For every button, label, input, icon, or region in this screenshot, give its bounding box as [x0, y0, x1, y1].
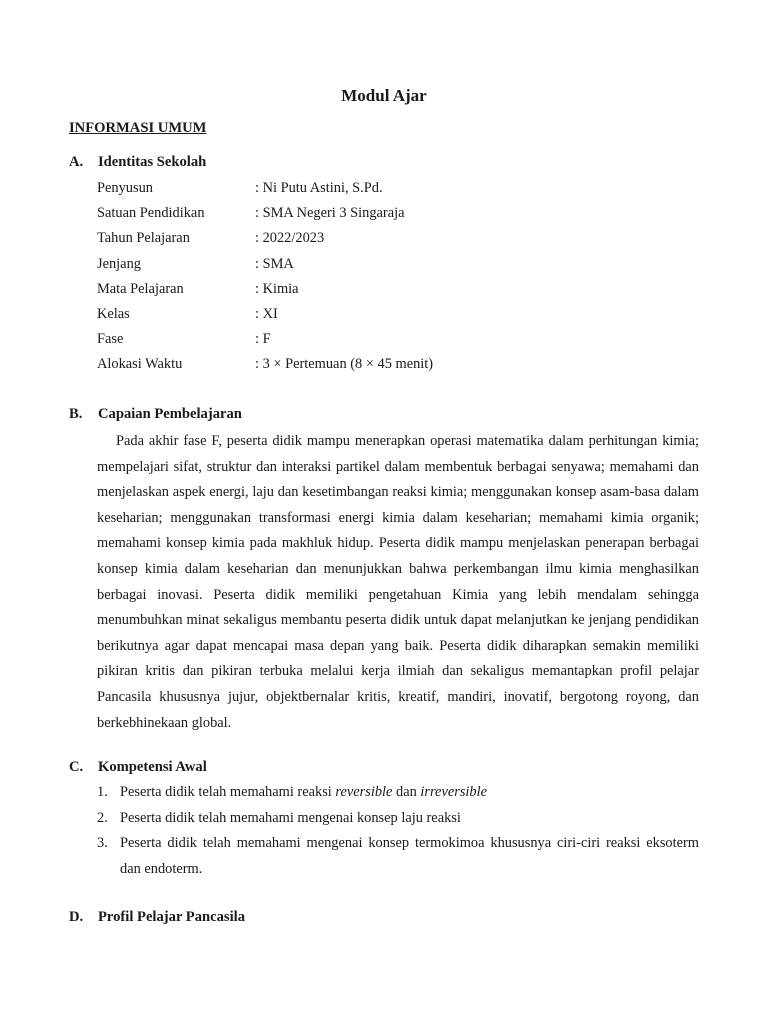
list-item [97, 831, 699, 882]
identity-value: : 2022/2023 [255, 230, 325, 247]
identity-row [97, 304, 433, 329]
section-d-title: Profil Pelajar Pancasila [98, 909, 245, 925]
section-c-letter: C. [69, 759, 84, 775]
identity-row [97, 178, 433, 203]
identity-label: Penyusun [97, 180, 153, 196]
identity-value: : SMA Negeri 3 Singaraja [255, 205, 405, 222]
identity-label: Fase [97, 331, 124, 348]
list-number: 3. [97, 835, 108, 852]
identity-label: Alokasi Waktu [97, 356, 183, 373]
section-c-heading [69, 759, 207, 776]
identity-label: Mata Pelajaran [97, 280, 184, 297]
identity-row [97, 254, 433, 279]
capaian-paragraph [97, 429, 699, 736]
section-a-heading [69, 154, 206, 171]
document-title: Modul Ajar [341, 86, 427, 105]
identity-value: : XI [255, 305, 278, 322]
capaian-text: Pada akhir fase F, peserta didik mampu menerapkan operasi matematika dalam perhitungan kimia; mempelajari sifat, struktur dan interaksi partikel dalam membentuk berbagai senyawa; memahami dan menjelaskan aspek energi, laju dan kesetimbangan reaksi kimia; menggunakan konsep asam-basa dalam keseharian; menggunakan transformasi energi kimia dalam keseharian; memahami kimia organik; memahami konsep kimia pada makhluk hidup. Peserta didik mampu menjelaskan penerapan berbagai konsep kimia dalam keseharian dan menunjukkan bahwa perkembangan ilmu kimia menghasilkan berbagai inovasi. Peserta didik memiliki pengetahuan Kimia yang lebih mendalam sehingga menumbuhkan minat sekaligus membantu peserta didik untuk dapat melanjutkan ke jenjang pendidikan berikutnya agar dapat mencapai masa depan yang baik. Peserta didik diharapkan semakin memiliki pikiran kritis dan pikiran terbuka melalui kerja ilmiah dan sekaligus memantapkan profil pelajar Pancasila khususnya jujur, objektbernalar kritis, kreatif, mandiri, inovatif, bergotong royong, dan berkebhinekaan global. [97, 433, 699, 731]
identity-value: : 3 × Pertemuan (8 × 45 menit) [255, 356, 434, 373]
list-text: Peserta didik telah memahami mengenai konsep laju reaksi [120, 809, 461, 826]
section-b-heading [69, 406, 242, 423]
identity-label: Kelas [97, 305, 130, 322]
identity-row [97, 329, 433, 354]
identity-row [97, 203, 433, 228]
section-d-letter: D. [69, 909, 84, 925]
identity-label: Satuan Pendidikan [97, 205, 205, 222]
section-d-heading [69, 909, 245, 926]
list-number: 2. [97, 809, 108, 826]
section-c-title: Kompetensi Awal [98, 759, 207, 775]
section-heading-informasi-umum: INFORMASI UMUM [69, 120, 207, 136]
identity-row [97, 354, 433, 379]
identity-table [97, 178, 433, 380]
list-text: Peserta didik telah memahami mengenai konsep termokimoa khususnya ciri-ciri reaksi eksoterm dan endoterm. [120, 835, 699, 877]
list-item [97, 806, 699, 832]
identity-row [97, 279, 433, 304]
identity-value: : SMA [255, 255, 294, 272]
section-a-letter: A. [69, 154, 84, 170]
section-b-letter: B. [69, 406, 83, 422]
list-item: 1. Peserta didik telah memahami reaksi reversible dan irreversible [97, 780, 699, 806]
list-number: 1. [97, 784, 108, 800]
identity-label: Jenjang [97, 255, 141, 272]
identity-value: : Ni Putu Astini, S.Pd. [255, 180, 383, 196]
identity-value: : F [255, 331, 271, 348]
identity-row [97, 228, 433, 253]
section-a-title: Identitas Sekolah [98, 154, 207, 170]
section-b-title: Capaian Pembelajaran [98, 406, 242, 422]
identity-label: Tahun Pelajaran [97, 230, 190, 247]
identity-value: : Kimia [255, 280, 299, 297]
kompetensi-list [97, 780, 699, 882]
